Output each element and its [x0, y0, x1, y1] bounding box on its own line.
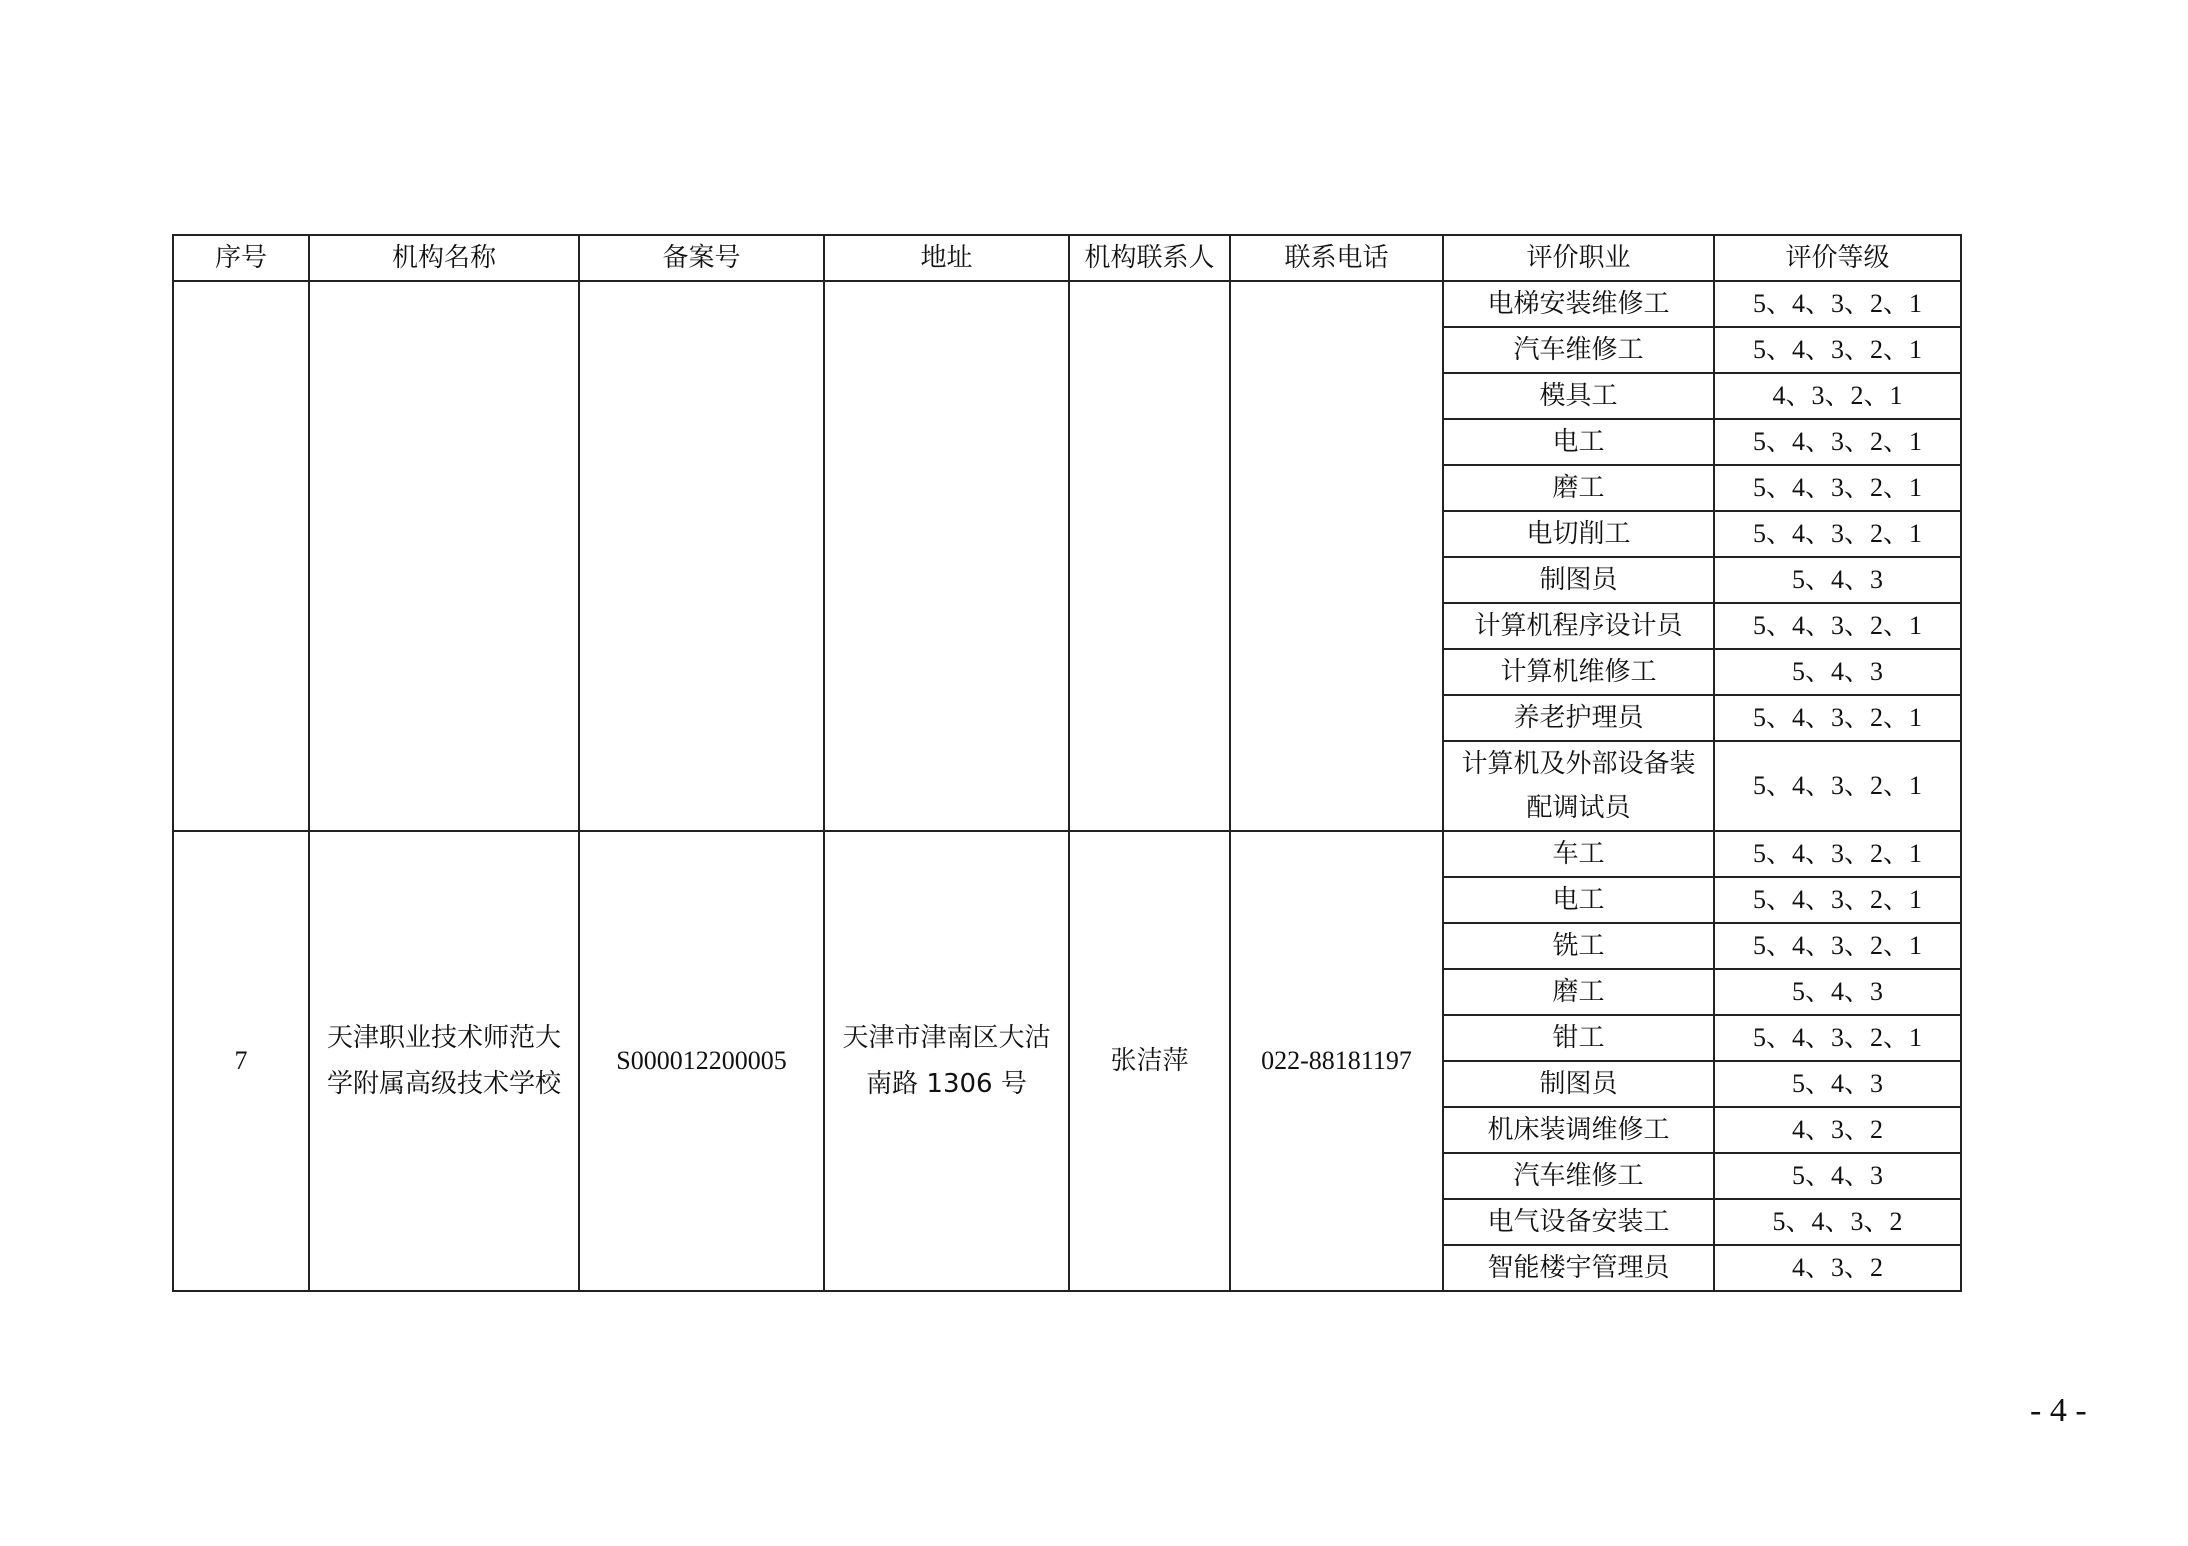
address-cell: [824, 831, 1069, 1291]
header-level: 评价等级: [1714, 235, 1961, 281]
occupation-cell: 汽车维修工: [1443, 327, 1714, 373]
address-line-1: 天津市津南区大沽: [842, 1023, 1051, 1053]
continued-phone-cell: [1230, 281, 1443, 831]
header-contact: 机构联系人: [1069, 235, 1230, 281]
level-cell: 5、4、3、2、1: [1714, 923, 1961, 969]
institution-table: [172, 234, 1962, 1292]
occupation-cell: 机床装调维修工: [1443, 1107, 1714, 1153]
contact-cell: 张洁萍: [1069, 831, 1230, 1291]
occupation-cell: 计算机程序设计员: [1443, 603, 1714, 649]
header-phone: 联系电话: [1230, 235, 1443, 281]
level-cell: 5、4、3: [1714, 649, 1961, 695]
occupation-cell: 电工: [1443, 877, 1714, 923]
occupation-cell: 电气设备安装工: [1443, 1199, 1714, 1245]
level-cell: 5、4、3、2、1: [1714, 831, 1961, 877]
continued-record-cell: [579, 281, 824, 831]
continued-contact-cell: [1069, 281, 1230, 831]
table-row: [173, 831, 1961, 877]
level-cell: 5、4、3、2、1: [1714, 603, 1961, 649]
level-cell: 5、4、3、2、1: [1714, 877, 1961, 923]
occupation-cell: 制图员: [1443, 1061, 1714, 1107]
header-address: 地址: [824, 235, 1069, 281]
occupation-cell: 车工: [1443, 831, 1714, 877]
institution-name-line-2: 学附属高级技术学校: [326, 1069, 561, 1099]
occupation-cell: 计算机维修工: [1443, 649, 1714, 695]
occupation-cell: 电梯安装维修工: [1443, 281, 1714, 327]
header-record-no: 备案号: [579, 235, 824, 281]
level-cell: 5、4、3、2、1: [1714, 419, 1961, 465]
page-number: - 4 -: [2030, 1392, 2087, 1429]
institution-name-line-1: 天津职业技术师范大: [326, 1023, 561, 1053]
level-cell: 5、4、3、2、1: [1714, 511, 1961, 557]
level-cell: 5、4、3: [1714, 969, 1961, 1015]
continued-address-cell: [824, 281, 1069, 831]
occupation-cell: 电切削工: [1443, 511, 1714, 557]
occupation-cell: 磨工: [1443, 465, 1714, 511]
address-line-2: 南路 1306 号: [866, 1069, 1027, 1099]
level-cell: 4、3、2: [1714, 1107, 1961, 1153]
institution-name-cell: [309, 831, 579, 1291]
header-name: 机构名称: [309, 235, 579, 281]
table-row: [173, 281, 1961, 327]
level-cell: 5、4、3、2: [1714, 1199, 1961, 1245]
continued-seq-cell: [173, 281, 309, 831]
occupation-cell: [1443, 741, 1714, 831]
occupation-cell: 模具工: [1443, 373, 1714, 419]
level-cell: 5、4、3、2、1: [1714, 741, 1961, 831]
level-cell: 5、4、3: [1714, 1153, 1961, 1199]
record-no-cell: S000012200005: [579, 831, 824, 1291]
occupation-cell: 磨工: [1443, 969, 1714, 1015]
header-occupation: 评价职业: [1443, 235, 1714, 281]
occupation-cell: 电工: [1443, 419, 1714, 465]
continued-name-cell: [309, 281, 579, 831]
level-cell: 5、4、3、2、1: [1714, 281, 1961, 327]
occupation-line-1: 计算机及外部设备装: [1461, 749, 1696, 779]
header-seq: 序号: [173, 235, 309, 281]
level-cell: 5、4、3: [1714, 557, 1961, 603]
level-cell: 5、4、3、2、1: [1714, 695, 1961, 741]
level-cell: 5、4、3、2、1: [1714, 327, 1961, 373]
occupation-cell: 智能楼宇管理员: [1443, 1245, 1714, 1291]
seq-cell: 7: [173, 831, 309, 1291]
level-cell: 5、4、3: [1714, 1061, 1961, 1107]
level-cell: 5、4、3、2、1: [1714, 465, 1961, 511]
level-cell: 4、3、2、1: [1714, 373, 1961, 419]
header-row: [173, 235, 1961, 281]
level-cell: 5、4、3、2、1: [1714, 1015, 1961, 1061]
occupation-cell: 制图员: [1443, 557, 1714, 603]
occupation-cell: 钳工: [1443, 1015, 1714, 1061]
occupation-cell: 汽车维修工: [1443, 1153, 1714, 1199]
level-cell: 4、3、2: [1714, 1245, 1961, 1291]
occupation-cell: 铣工: [1443, 923, 1714, 969]
phone-cell: 022-88181197: [1230, 831, 1443, 1291]
occupation-line-2: 配调试员: [1526, 793, 1631, 823]
occupation-cell: 养老护理员: [1443, 695, 1714, 741]
